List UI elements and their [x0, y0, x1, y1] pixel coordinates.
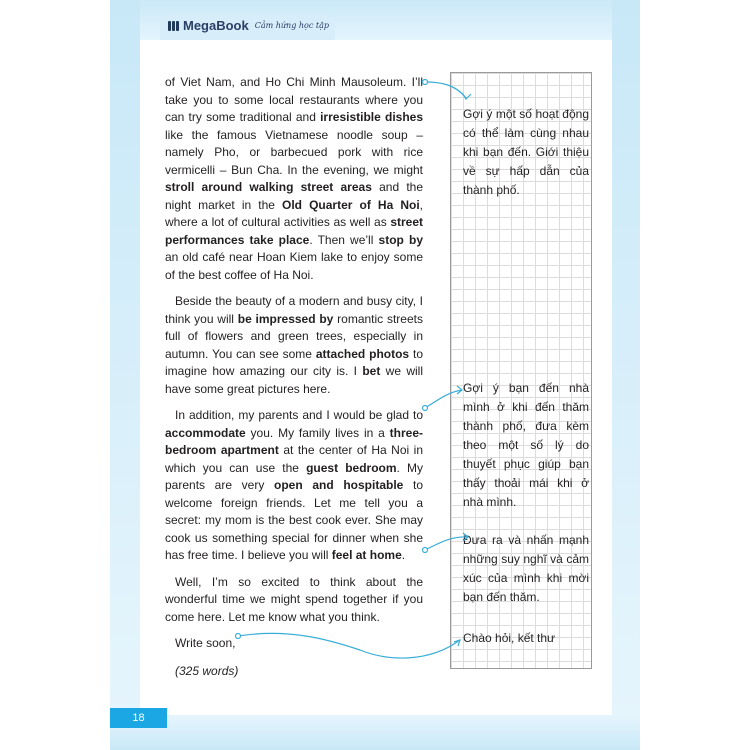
left-margin-band — [110, 0, 140, 725]
text-run: like the famous Vietnamese noodle soup – namely Pho, or barbecued pork with rice vermicelli – Bun Cha. In the evening, we might — [165, 127, 423, 177]
text-run: . My parents are very — [165, 460, 423, 492]
text-run: at the center of Ha Noi in which you can use the — [165, 443, 423, 475]
letter-paragraph-activities — [165, 74, 423, 284]
emphasis-phrase: bet — [362, 364, 381, 378]
text-run: , where a lot of cultural activities as well as — [165, 197, 423, 229]
text-run: and the night market in the — [165, 180, 424, 212]
letter-paragraph-beauty — [165, 293, 423, 398]
letter-paragraph-accommodation — [165, 407, 423, 565]
text-run: an old café near Hoan Kiem lake to enjoy some of the best coffee of Ha Noi. — [165, 250, 423, 282]
text-run: In addition, my parents and I would be glad to — [175, 408, 423, 422]
emphasis-phrase: be impressed by — [237, 311, 334, 326]
letter-signoff: Write soon, — [175, 636, 236, 650]
bottom-band — [110, 715, 640, 750]
note-feelings: Đưa ra và nhấn mạnh những suy nghĩ và cảm xúc của mình khi mời bạn đến thăm. — [463, 533, 589, 604]
page-number: 18 — [110, 708, 167, 728]
emphasis-phrase: attached photos — [315, 346, 410, 361]
text-run: Beside the beauty of a modern and busy city, I think you will — [165, 294, 423, 326]
brand-name: MegaBook — [183, 18, 249, 33]
text-run: we will have some great pictures here. — [165, 364, 423, 396]
right-margin-band — [612, 0, 640, 725]
notes-panel — [450, 72, 592, 669]
emphasis-phrase: stop by — [378, 232, 423, 247]
text-run: to imagine how amazing our city is. I — [165, 346, 424, 378]
emphasis-phrase: guest bedroom — [306, 460, 397, 475]
megabook-logo-icon — [168, 21, 179, 31]
emphasis-phrase: accommodate — [165, 425, 246, 440]
text-run: you. My family lives in a — [245, 425, 390, 440]
emphasis-phrase: three-bedroom apartment — [165, 425, 423, 457]
note-accommodation: Gợi ý bạn đến nhà mình ở khi đến thăm thành phố, đưa kèm theo một số lý do thuyết phục giúp bạn thấy thoải mái khi ở nhà mình. — [463, 381, 589, 509]
text-run: Well, I’m so excited to think about the wonderful time we might spend together if you come here. Let me know what you think. — [165, 574, 423, 624]
brand-logo — [168, 18, 329, 33]
text-run: to welcome foreign friends. Let me tell you a secret: my mom is the best cook ever. She may cook us something special for dinner when she has free time. I believe you will — [165, 478, 424, 562]
emphasis-phrase: street performances take place — [165, 215, 423, 247]
note-closing: Chào hỏi, kết thư — [463, 631, 556, 645]
emphasis-phrase: stroll around walking street areas — [165, 180, 372, 194]
emphasis-phrase: Old Quarter of Ha Noi — [282, 197, 420, 212]
word-count: (325 words) — [175, 663, 239, 678]
text-run: . — [401, 548, 406, 562]
text-run: of Viet Nam, and Ho Chi Minh Mausoleum. I’ll take you to some local restaurants where you can try some traditional and — [165, 75, 423, 124]
note-activities: Gợi ý một số hoạt động có thể làm cùng nhau khi bạn đến. Giới thiệu về sự hấp dẫn của thành phố. — [463, 107, 589, 197]
letter-paragraph-closing-thoughts — [165, 574, 423, 627]
emphasis-phrase: open and hospitable — [274, 478, 404, 492]
brand-tagline: Cảm hứng học tập — [254, 21, 329, 30]
text-run: . Then we’ll — [309, 232, 379, 247]
emphasis-phrase: feel at home — [331, 548, 402, 562]
text-run: romantic streets full of flowers and green trees, especially in autumn. You can see some — [165, 311, 423, 361]
letter-body — [165, 74, 423, 689]
emphasis-phrase: irresistible dishes — [320, 110, 424, 124]
